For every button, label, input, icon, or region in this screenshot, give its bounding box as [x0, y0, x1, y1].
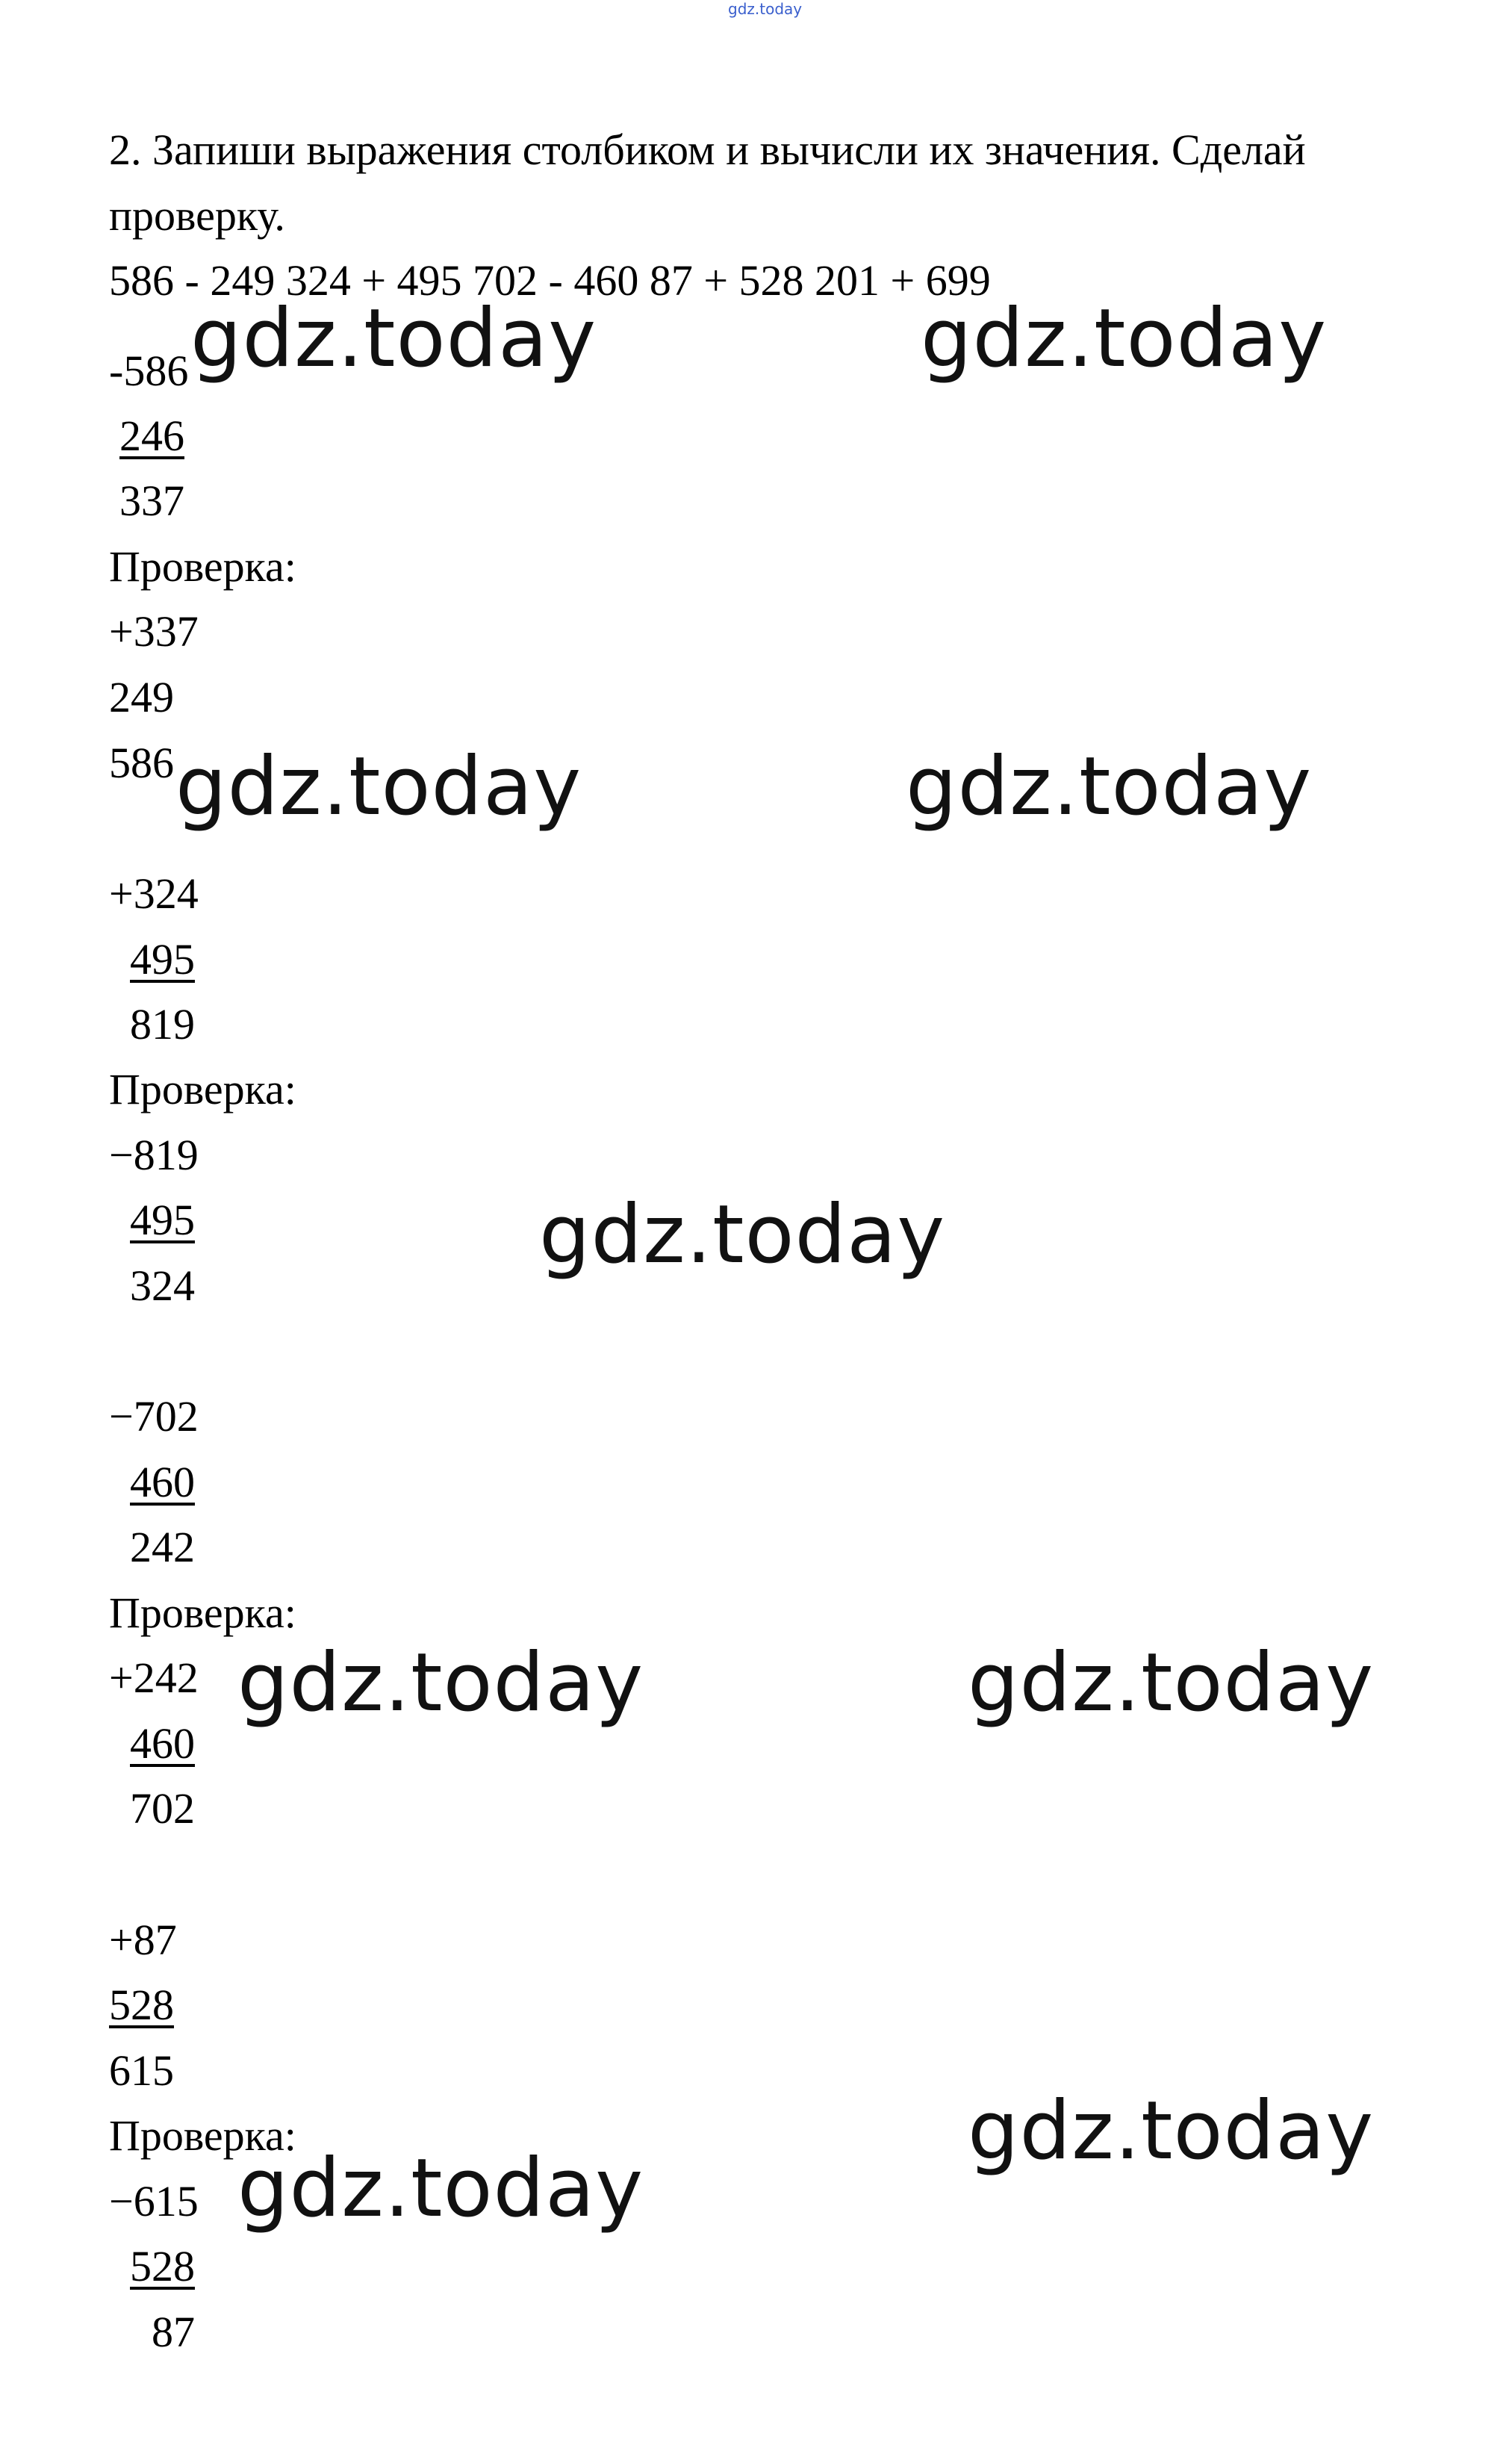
watermark-logo: gdz.today [175, 740, 582, 833]
watermark-logo: gdz.today [190, 292, 597, 385]
block2-result: 819 [130, 1000, 195, 1049]
watermark-logo: gdz.today [906, 740, 1313, 833]
block3-check-result: 702 [130, 1784, 195, 1833]
block2-check-second-operand: 495 [130, 1196, 195, 1244]
block4-result: 615 [109, 2046, 174, 2095]
block2-check-operation: −819 [109, 1131, 199, 1179]
block4-check-second-operand: 528 [130, 2242, 195, 2290]
task-title-line2: проверку. [109, 191, 285, 240]
block2-second-operand: 495 [130, 935, 195, 984]
block1-check-operation: +337 [109, 607, 199, 656]
block1-check-label: Проверка: [109, 542, 296, 591]
block1-result: 337 [119, 476, 184, 525]
block3-check-second-operand: 460 [130, 1719, 195, 1768]
watermark-logo: gdz.today [237, 2142, 644, 2235]
block3-operation: −702 [109, 1392, 199, 1441]
task-expressions: 586 - 249 324 + 495 702 - 460 87 + 528 201 + 699 [109, 256, 991, 305]
block2-operation: +324 [109, 869, 199, 918]
watermark-logo: gdz.today [968, 2084, 1375, 2178]
block1-second-operand: 246 [119, 411, 184, 460]
block3-result: 242 [130, 1523, 195, 1571]
block3-check-operation: +242 [109, 1653, 199, 1702]
watermark-logo: gdz.today [237, 1636, 644, 1730]
block2-check-label: Проверка: [109, 1065, 296, 1113]
watermark-logo: gdz.today [539, 1188, 946, 1282]
block4-check-operation: −615 [109, 2177, 199, 2225]
watermark-logo: gdz.today [968, 1636, 1375, 1730]
block4-operation: +87 [109, 1916, 177, 1964]
block2-check-result: 324 [130, 1261, 195, 1310]
block3-second-operand: 460 [130, 1458, 195, 1506]
top-watermark: gdz.today [728, 0, 803, 18]
block1-check-second-operand: 249 [109, 673, 174, 721]
block1-check-result: 586 [109, 739, 174, 787]
task-title-line1: 2. Запиши выражения столбиком и вычисли их значения. Сделай [109, 125, 1306, 174]
block4-check-label: Проверка: [109, 2111, 296, 2160]
block4-second-operand: 528 [109, 1981, 174, 2029]
block1-operation: -586 [109, 347, 189, 395]
watermark-logo: gdz.today [921, 292, 1328, 385]
block4-check-result: 87 [152, 2308, 195, 2356]
block3-check-label: Проверка: [109, 1588, 296, 1637]
